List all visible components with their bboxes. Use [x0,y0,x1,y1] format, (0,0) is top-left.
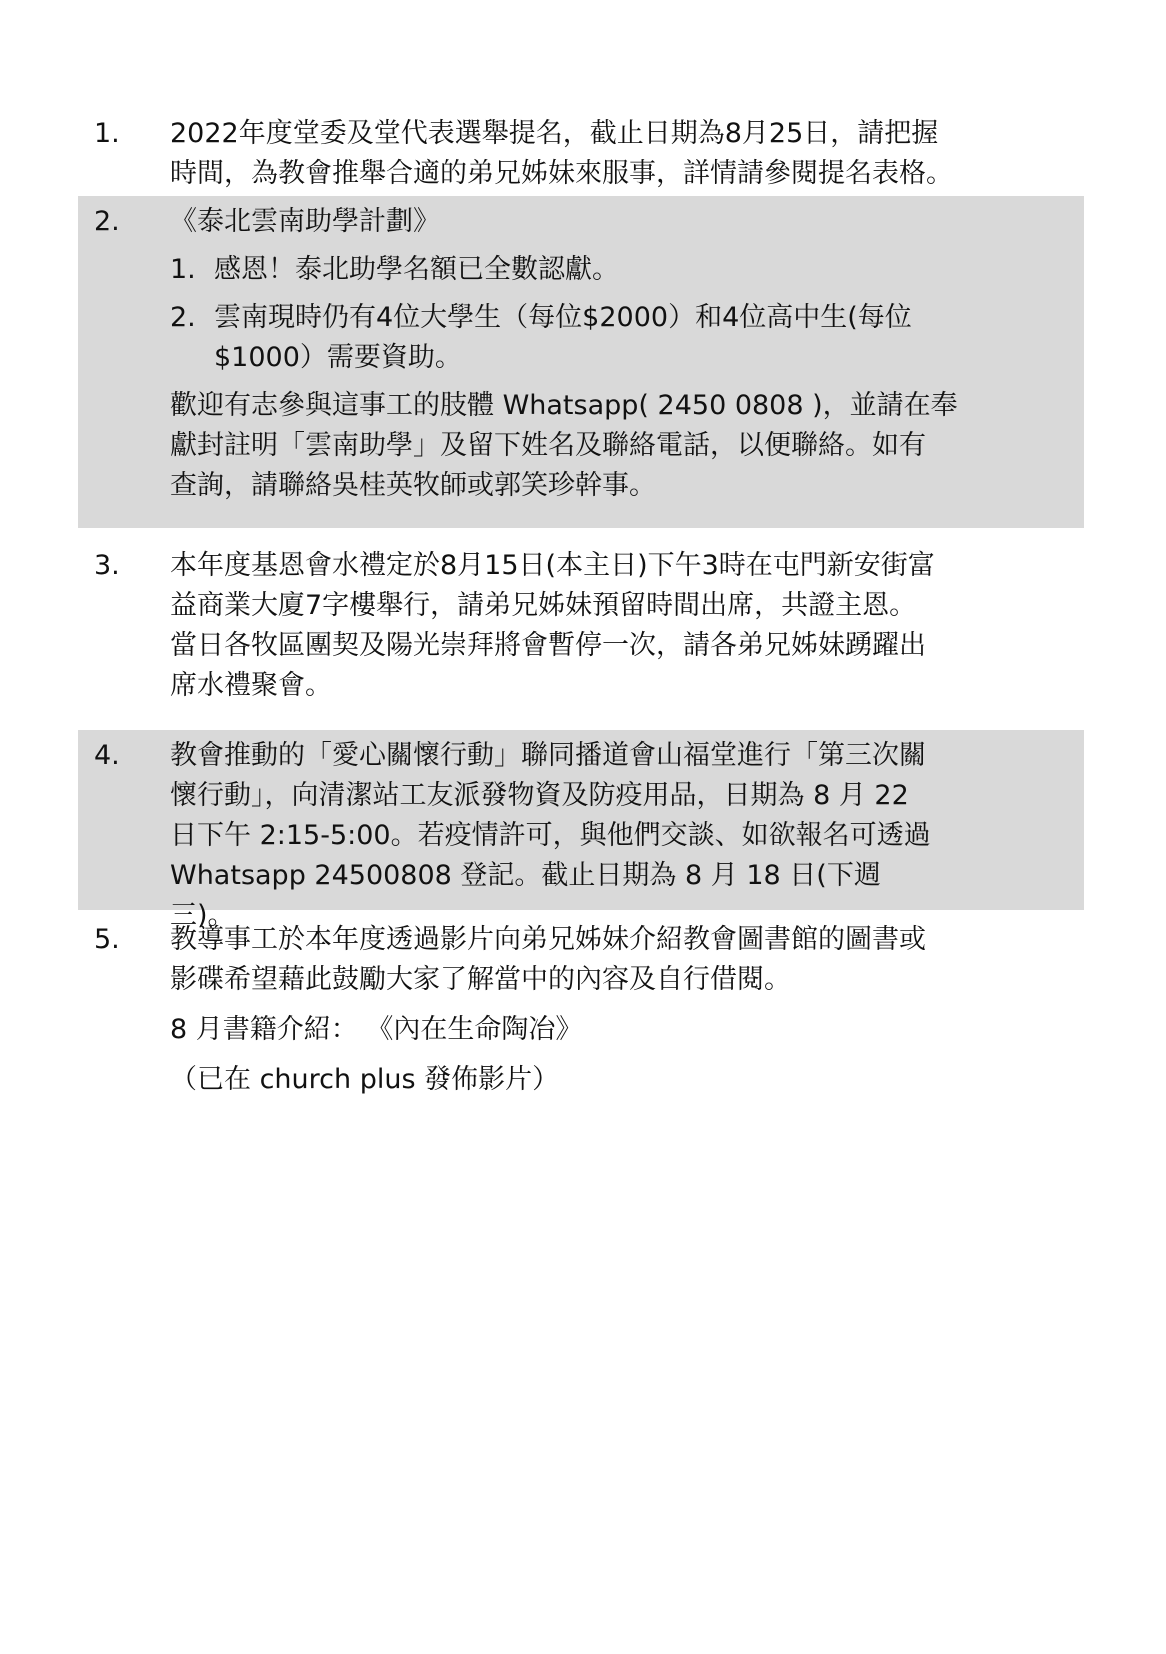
notice-item-5 [78,916,1084,1116]
video-note: （已在 church plus 發佈影片） [170,1064,560,1095]
sub-item-line [170,298,1070,338]
text-line: 日下午 2:15-5:00。若疫情許可，與他們交談、如欲報名可透過 [170,820,931,851]
notice-item-2 [78,196,1084,528]
text-line: 本年度基恩會水禮定於8月15日(本主日)下午3時在屯門新安街富 [170,550,935,581]
sub-item-number: 2. [170,302,196,333]
item-number: 1. [94,118,120,149]
text-line: 時間，為教會推舉合適的弟兄姊妹來服事，詳情請參閱提名表格。 [170,158,953,189]
text-line: 獻封註明「雲南助學」及留下姓名及聯絡電話，以便聯絡。如有 [170,430,926,461]
text-line: 當日各牧區團契及陽光崇拜將會暫停一次，請各弟兄姊妹踴躍出 [170,630,926,661]
sub-item-number: 1. [170,254,196,285]
item-text [170,114,1070,194]
item-text [170,546,1070,706]
item-title: 《泰北雲南助學計劃》 [170,206,440,237]
sub-item-text: 雲南現時仍有4位大學生（每位$2000）和4位高中生(每位 [214,302,912,333]
sub-list [170,250,1070,378]
sub-item-1 [170,250,1070,290]
text-line: 影碟希望藉此鼓勵大家了解當中的內容及自行借閱。 [170,964,791,995]
sub-item-text: 感恩！泰北助學名額已全數認獻。 [214,254,619,285]
text-line: 歡迎有志參與這事工的肢體 Whatsapp( 2450 0808 )，並請在奉 [170,390,958,421]
notice-item-4 [78,730,1084,931]
book-intro: 8 月書籍介紹： 《內在生命陶冶》 [170,1014,583,1045]
text-line: 席水禮聚會。 [170,670,332,701]
notice-item-1 [78,110,1084,194]
text-line: 三)。 [170,900,235,931]
text-line: 2022年度堂委及堂代表選舉提名，截止日期為8月25日，請把握 [170,118,939,149]
sub-item-text: $1000）需要資助。 [214,342,462,373]
text-line: 查詢，請聯絡吳桂英牧師或郭笑珍幹事。 [170,470,656,501]
text-line: 教會推動的「愛心關懷行動」聯同播道會山福堂進行「第三次關 [170,740,926,771]
item-number: 2. [94,206,120,237]
sub-item-2 [170,298,1070,378]
item-paragraph [170,386,1070,506]
text-line: 教導事工於本年度透過影片向弟兄姊妹介紹教會圖書館的圖書或 [170,924,926,955]
text-line: 懷行動」，向清潔站工友派發物資及防疫用品，日期為 8 月 22 [170,780,909,811]
item-number: 5. [94,924,120,955]
item-text [170,920,1070,1100]
text-line: 益商業大廈7字樓舉行，請弟兄姊妹預留時間出席，共證主恩。 [170,590,917,621]
item-number: 4. [94,740,120,771]
notice-item-3 [78,540,1084,710]
item-text [170,202,1070,506]
text-line: Whatsapp 24500808 登記。截止日期為 8 月 18 日(下週 [170,860,881,891]
item-text [170,736,1070,936]
item-number: 3. [94,550,120,581]
